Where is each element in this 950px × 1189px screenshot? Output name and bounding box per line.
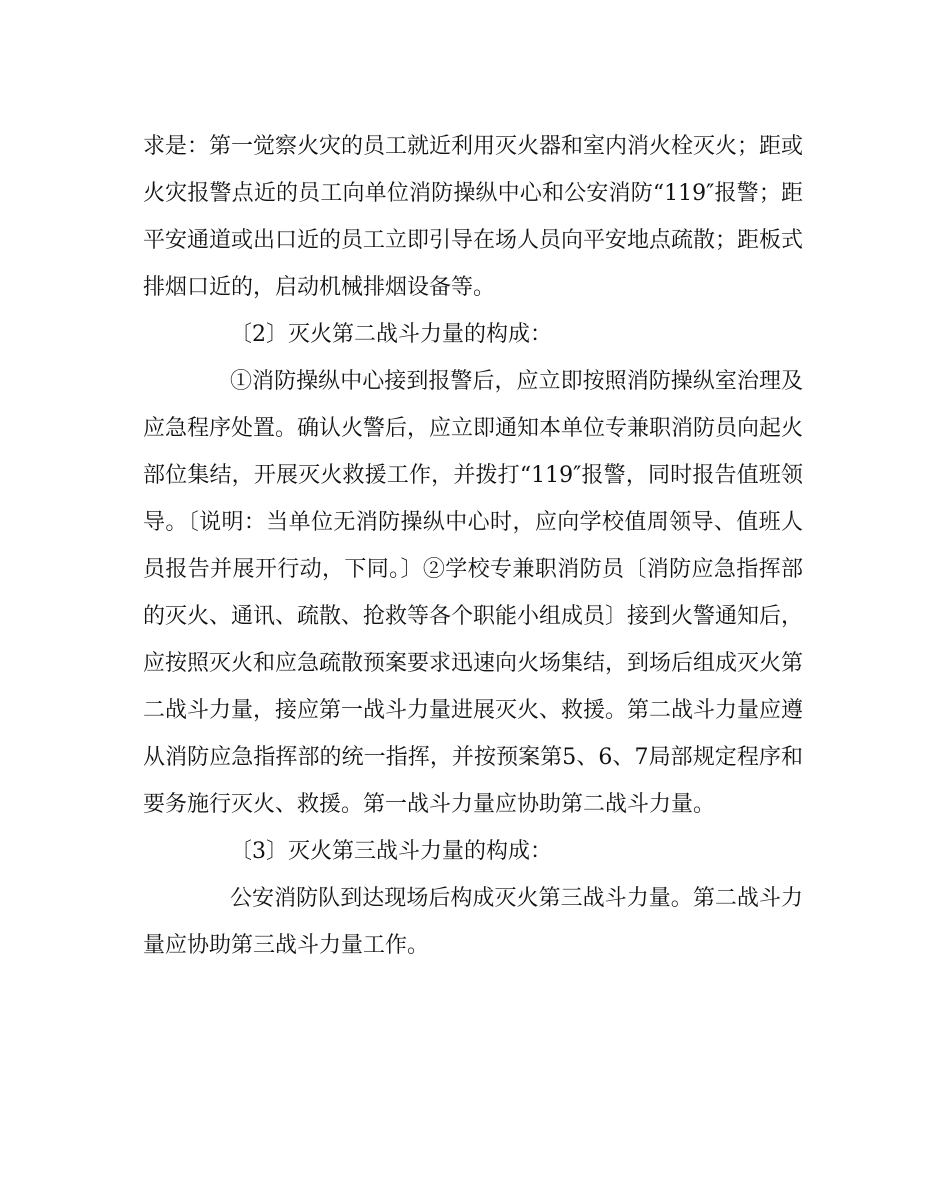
paragraph-line: 二战斗力量，接应第一战斗力量进展灭火、救援。第二战斗力量应遵 [143,698,804,723]
section-heading-3: 〔3〕灭火第三战斗力量的构成： [230,839,552,864]
paragraph-line: 量应协助第三战斗力量工作。 [143,933,430,958]
paragraph-line: 要务施行灭火、救援。第一战斗力量应协助第二战斗力量。 [143,792,716,817]
paragraph-3 [143,875,803,969]
paragraph-line: 应急程序处置。确认火警后，应立即通知本单位专兼职消防员向起火 [143,416,804,441]
paragraph-line: 应按照灭火和应急疏散预案要求迅速向火场集结，到场后组成灭火第 [143,651,804,676]
paragraph-line: 火灾报警点近的员工向单位消防操纵中心和公安消防“119″报警；距 [143,181,803,206]
paragraph-line: 平安通道或出口近的员工立即引导在场人员向平安地点疏散；距板式 [143,228,804,253]
paragraph-line: 导。〔说明：当单位无消防操纵中心时，应向学校值周领导、值班人 [143,510,803,535]
section-heading-2: 〔2〕灭火第二战斗力量的构成： [230,322,552,347]
paragraph-line: 部位集结，开展灭火救援工作，并拨打“119″报警，同时报告值班领 [143,463,803,488]
paragraph-1 [143,123,803,311]
document-body [143,123,803,969]
paragraph-line: 排烟口近的，启动机械排烟设备等。 [143,275,496,300]
paragraph-line: ①消防操纵中心接到报警后，应立即按照消防操纵室治理及 [230,369,803,394]
paragraph-line: 求是：第一觉察火灾的员工就近利用灭火器和室内消火栓灭火；距或 [143,134,804,159]
paragraph-line: 员报告并展开行动，下同。〕②学校专兼职消防员〔消防应急指挥部 [143,557,803,582]
paragraph-line: 公安消防队到达现场后构成灭火第三战斗力量。第二战斗力 [230,886,803,911]
paragraph-2 [143,358,803,828]
paragraph-line: 从消防应急指挥部的统一指挥，并按预案第5、6、7局部规定程序和 [143,745,803,770]
paragraph-line: 的灭火、通讯、疏散、抢救等各个职能小组成员〕接到火警通知后， [143,604,804,629]
